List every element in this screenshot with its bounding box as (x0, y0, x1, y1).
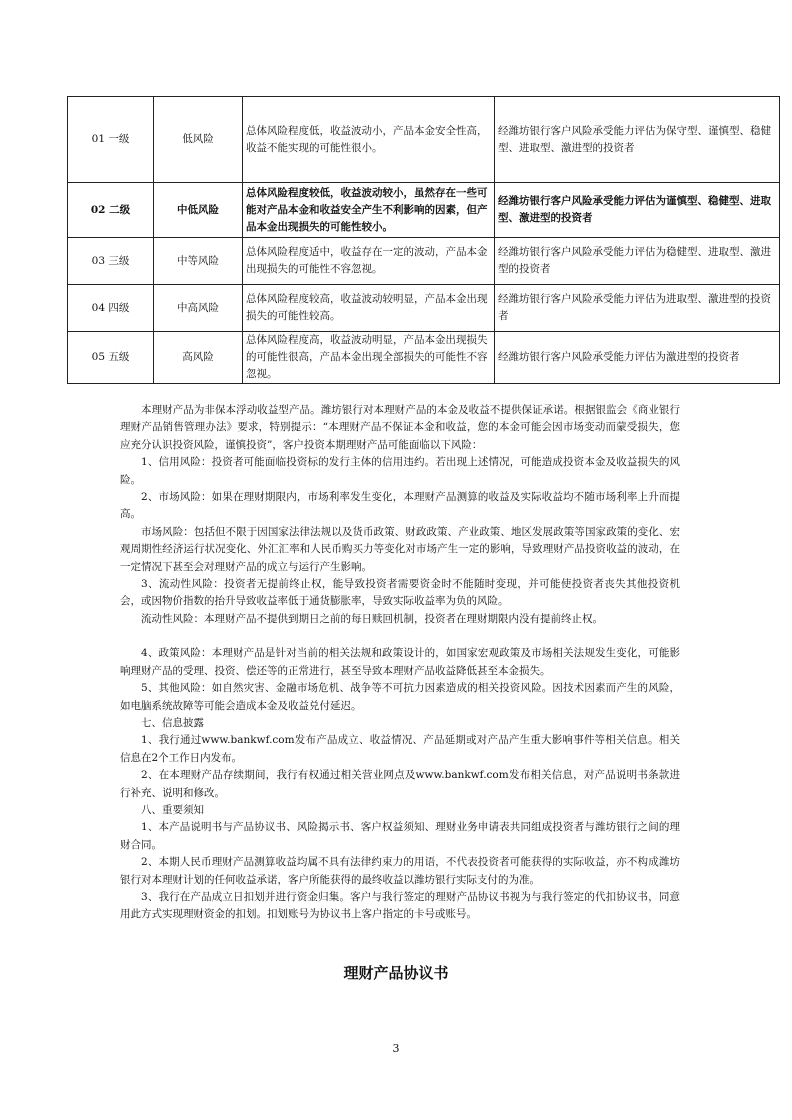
risk-level-name: 低风险 (154, 97, 243, 183)
table-row (68, 183, 780, 238)
risk-level-name: 高风险 (154, 332, 243, 384)
risk-description: 总体风险程度低，收益波动小，产品本金安全性高，收益不能实现的可能性很小。 (243, 97, 495, 183)
risk-level-code: 04 四级 (68, 285, 154, 332)
liquidity-risk-detail-paragraph: 流动性风险：本理财产品不提供到期日之前的每日赎回机制，投资者在理财期限内没有提前终止权。 (141, 612, 603, 625)
notice-item-3: 3、我行在产品成立日扣划并进行资金归集。客户与我行签定的理财产品协议书视为与我行签定的代扣协议书，同意用此方式实现理财资金的扣划。扣划账号为协议书上客户指定的卡号或账号。 (120, 890, 680, 921)
notice-item-2: 2、本期人民币理财产品测算收益均属不具有法律约束力的用语，不代表投资者可能获得的实际收益，亦不构成潍坊银行对本理财计划的任何收益承诺，客户所能获得的最终收益以潍坊银行实际支付的为准。 (120, 856, 680, 886)
risk-level-table (67, 96, 780, 384)
risk-description: 总体风险程度高，收益波动明显，产品本金出现损失的可能性很高，产品本金出现全部损失的可能性不容忽视。 (243, 332, 495, 384)
suitable-investors: 经潍坊银行客户风险承受能力评估为保守型、谨慎型、稳健型、进取型、激进型的投资者 (495, 97, 780, 183)
liquidity-risk-paragraph: 3、流动性风险：投资者无提前终止权，能导致投资者需要资金时不能随时变现，并可能使投资者丧失其他投资机会，或因物价指数的抬升导致收益率低于通货膨胀率，导致实际收益率为负的风险。 (120, 578, 680, 608)
risk-intro-paragraph: 本理财产品为非保本浮动收益型产品。潍坊银行对本理财产品的本金及收益不提供保证承诺。根据银监会《商业银行理财产品销售管理办法》要求，特别提示：“本理财产品不保证本金和收益，您的本金可能会因市场变动而蒙受损失，您应充分认识投资风险，谨慎投资”，客户投资本期理财产品可能面临以下风险： (120, 404, 680, 451)
other-risk-paragraph: 5、其他风险：如自然灾害、金融市场危机、战争等不可抗力因素造成的相关投资风险。因技术因素而产生的风险，如电脑系统故障等可能会造成本金及收益兑付延迟。 (120, 682, 680, 712)
market-risk-paragraph: 2、市场风险：如果在理财期限内，市场利率发生变化，本理财产品测算的收益及实际收益均不随市场利率上升而提高。 (120, 491, 680, 521)
agreement-title: 理财产品协议书 (343, 964, 449, 982)
table-row (68, 332, 780, 384)
suitable-investors: 经潍坊银行客户风险承受能力评估为稳健型、进取型、激进型的投资者 (495, 238, 780, 285)
risk-description: 总体风险程度较高，收益波动较明显，产品本金出现损失的可能性较高。 (243, 285, 495, 332)
disclosure-item-1: 1、我行通过www.bankwf.com发布产品成立、收益情况、产品延期或对产品产生重大影响事件等相关信息。相关信息在2个工作日内发布。 (120, 734, 680, 764)
risk-level-name: 中高风险 (154, 285, 243, 332)
risk-level-code: 02 二级 (68, 183, 154, 238)
suitable-investors: 经潍坊银行客户风险承受能力评估为激进型的投资者 (495, 332, 780, 384)
table-row (68, 285, 780, 332)
notice-item-1: 1、本产品说明书与产品协议书、风险揭示书、客户权益须知、理财业务申请表共同组成投资者与潍坊银行之间的理财合同。 (120, 821, 680, 851)
section-heading-notice: 八、重要须知 (141, 803, 204, 816)
risk-level-code: 01 一级 (68, 97, 154, 183)
section-heading-disclosure: 七、信息披露 (141, 716, 204, 729)
policy-risk-paragraph: 4、政策风险：本理财产品是针对当前的相关法规和政策设计的，如国家宏观政策及市场相关法规发生变化，可能影响理财产品的受理、投资、偿还等的正常进行，甚至导致本理财产品收益降低甚至本金损失。 (120, 647, 680, 677)
risk-level-code: 05 五级 (68, 332, 154, 384)
risk-description: 总体风险程度较低，收益波动较小，虽然存在一些可能对产品本金和收益安全产生不利影响的因素，但产品本金出现损失的可能性较小。 (243, 183, 495, 238)
risk-level-name: 中低风险 (154, 183, 243, 238)
suitable-investors: 经潍坊银行客户风险承受能力评估为进取型、激进型的投资者 (495, 285, 780, 332)
suitable-investors: 经潍坊银行客户风险承受能力评估为谨慎型、稳健型、进取型、激进型的投资者 (495, 183, 780, 238)
risk-level-name: 中等风险 (154, 238, 243, 285)
page-number: 3 (392, 1042, 400, 1055)
risk-disclosure-body (120, 402, 680, 924)
table-row (68, 238, 780, 285)
risk-level-code: 03 三级 (68, 238, 154, 285)
disclosure-item-2: 2、在本理财产品存续期间，我行有权通过相关营业网点及www.bankwf.com发布相关信息，对产品说明书条款进行补充、说明和修改。 (120, 769, 680, 799)
credit-risk-paragraph: 1、信用风险：投资者可能面临投资标的发行主体的信用违约。若出现上述情况，可能造成投资本金及收益损失的风险。 (120, 456, 680, 486)
risk-description: 总体风险程度适中，收益存在一定的波动，产品本金出现损失的可能性不容忽视。 (243, 238, 495, 285)
table-row (68, 97, 780, 183)
market-risk-detail-paragraph: 市场风险：包括但不限于因国家法律法规以及货币政策、财政政策、产业政策、地区发展政策等国家政策的变化、宏观周期性经济运行状况变化、外汇汇率和人民币购买力等变化对市场产生一定的影响，导致理财产品投资收益的波动，在一定情况下甚至会对理财产品的成立与运行产生影响。 (120, 525, 680, 573)
